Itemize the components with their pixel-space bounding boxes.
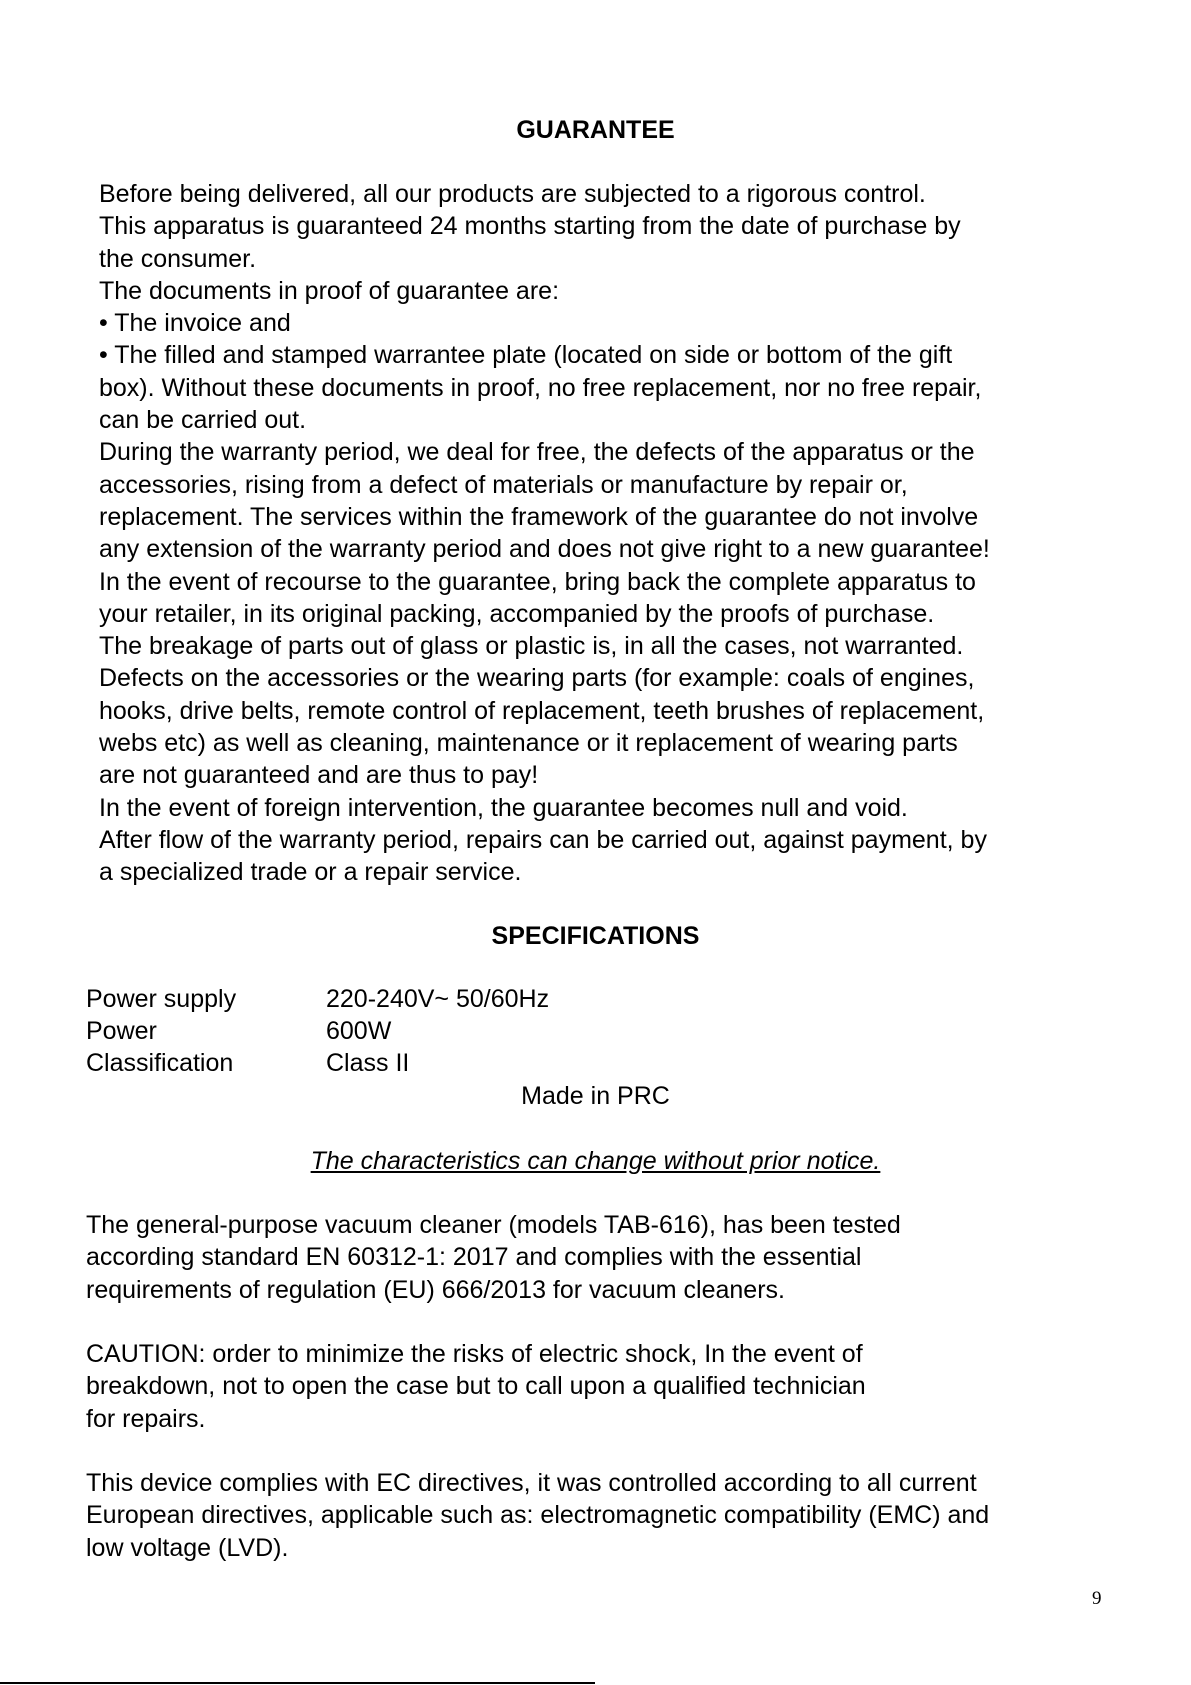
guarantee-line: accessories, rising from a defect of materials or manufacture by repair or, (99, 470, 908, 499)
guarantee-line: are not guaranteed and are thus to pay! (99, 761, 539, 790)
made-in-text: Made in PRC (521, 1082, 670, 1110)
guarantee-line: After flow of the warranty period, repairs can be carried out, against payment, by (99, 825, 987, 854)
directives-line: This device complies with EC directives, it was controlled according to all current (86, 1469, 977, 1497)
guarantee-line: Defects on the accessories or the wearing parts (for example: coals of engines, (99, 664, 975, 693)
compliance-line: The general-purpose vacuum cleaner (models TAB-616), has been tested (86, 1211, 901, 1239)
spec-value: 220-240V~ 50/60Hz (326, 985, 550, 1013)
guarantee-line: the consumer. (99, 244, 257, 273)
change-notice: The characteristics can change without prior notice. (310, 1147, 881, 1175)
guarantee-line: In the event of recourse to the guarantee, bring back the complete apparatus to (99, 567, 976, 596)
guarantee-body (99, 178, 990, 889)
directives-line: low voltage (LVD). (86, 1533, 289, 1562)
directives-line: European directives, applicable such as: electromagnetic compatibility (EMC) and (86, 1501, 990, 1530)
guarantee-line: can be carried out. (99, 406, 307, 435)
spec-label: Classification (86, 1049, 234, 1077)
compliance-line: according standard EN 60312-1: 2017 and complies with the essential (86, 1243, 862, 1272)
compliance-paragraph (86, 1209, 901, 1306)
guarantee-line: During the warranty period, we deal for free, the defects of the apparatus or the (99, 438, 975, 467)
caution-line: CAUTION: order to minimize the risks of electric shock, In the event of (86, 1340, 863, 1368)
guarantee-line: replacement. The services within the framework of the guarantee do not involve (99, 502, 979, 531)
directives-paragraph (86, 1467, 989, 1564)
guarantee-line: hooks, drive belts, remote control of replacement, teeth brushes of replacement, (99, 696, 985, 725)
page-number: 9 (1092, 1588, 1102, 1609)
guarantee-line: In the event of foreign intervention, the guarantee becomes null and void. (99, 793, 908, 822)
guarantee-line: any extension of the warranty period and does not give right to a new guarantee! (99, 535, 990, 564)
guarantee-line: your retailer, in its original packing, accompanied by the proofs of purchase. (99, 599, 935, 628)
guarantee-line: The documents in proof of guarantee are: (99, 276, 560, 305)
guarantee-line: This apparatus is guaranteed 24 months starting from the date of purchase by (99, 212, 961, 241)
guarantee-title: GUARANTEE (516, 116, 675, 144)
caution-paragraph (86, 1338, 866, 1435)
caution-line: breakdown, not to open the case but to call upon a qualified technician (86, 1372, 866, 1401)
spec-value: 600W (326, 1017, 392, 1045)
guarantee-line: • The invoice and (99, 309, 291, 338)
guarantee-line: webs etc) as well as cleaning, maintenance or it replacement of wearing parts (99, 729, 958, 758)
spec-label: Power supply (86, 985, 237, 1013)
bottom-divider (0, 1682, 595, 1684)
caution-line: for repairs. (86, 1404, 206, 1433)
guarantee-line: a specialized trade or a repair service. (99, 858, 522, 887)
guarantee-line: • The filled and stamped warrantee plate (located on side or bottom of the gift (99, 341, 953, 370)
specifications-title: SPECIFICATIONS (491, 922, 700, 950)
guarantee-line: box). Without these documents in proof, no free replacement, nor no free repair, (99, 373, 982, 402)
spec-value: Class II (326, 1049, 410, 1077)
compliance-line: requirements of regulation (EU) 666/2013 for vacuum cleaners. (86, 1275, 785, 1304)
guarantee-line: Before being delivered, all our products are subjected to a rigorous control. (99, 180, 926, 208)
guarantee-line: The breakage of parts out of glass or plastic is, in all the cases, not warranted. (99, 632, 964, 661)
spec-label: Power (86, 1017, 157, 1045)
